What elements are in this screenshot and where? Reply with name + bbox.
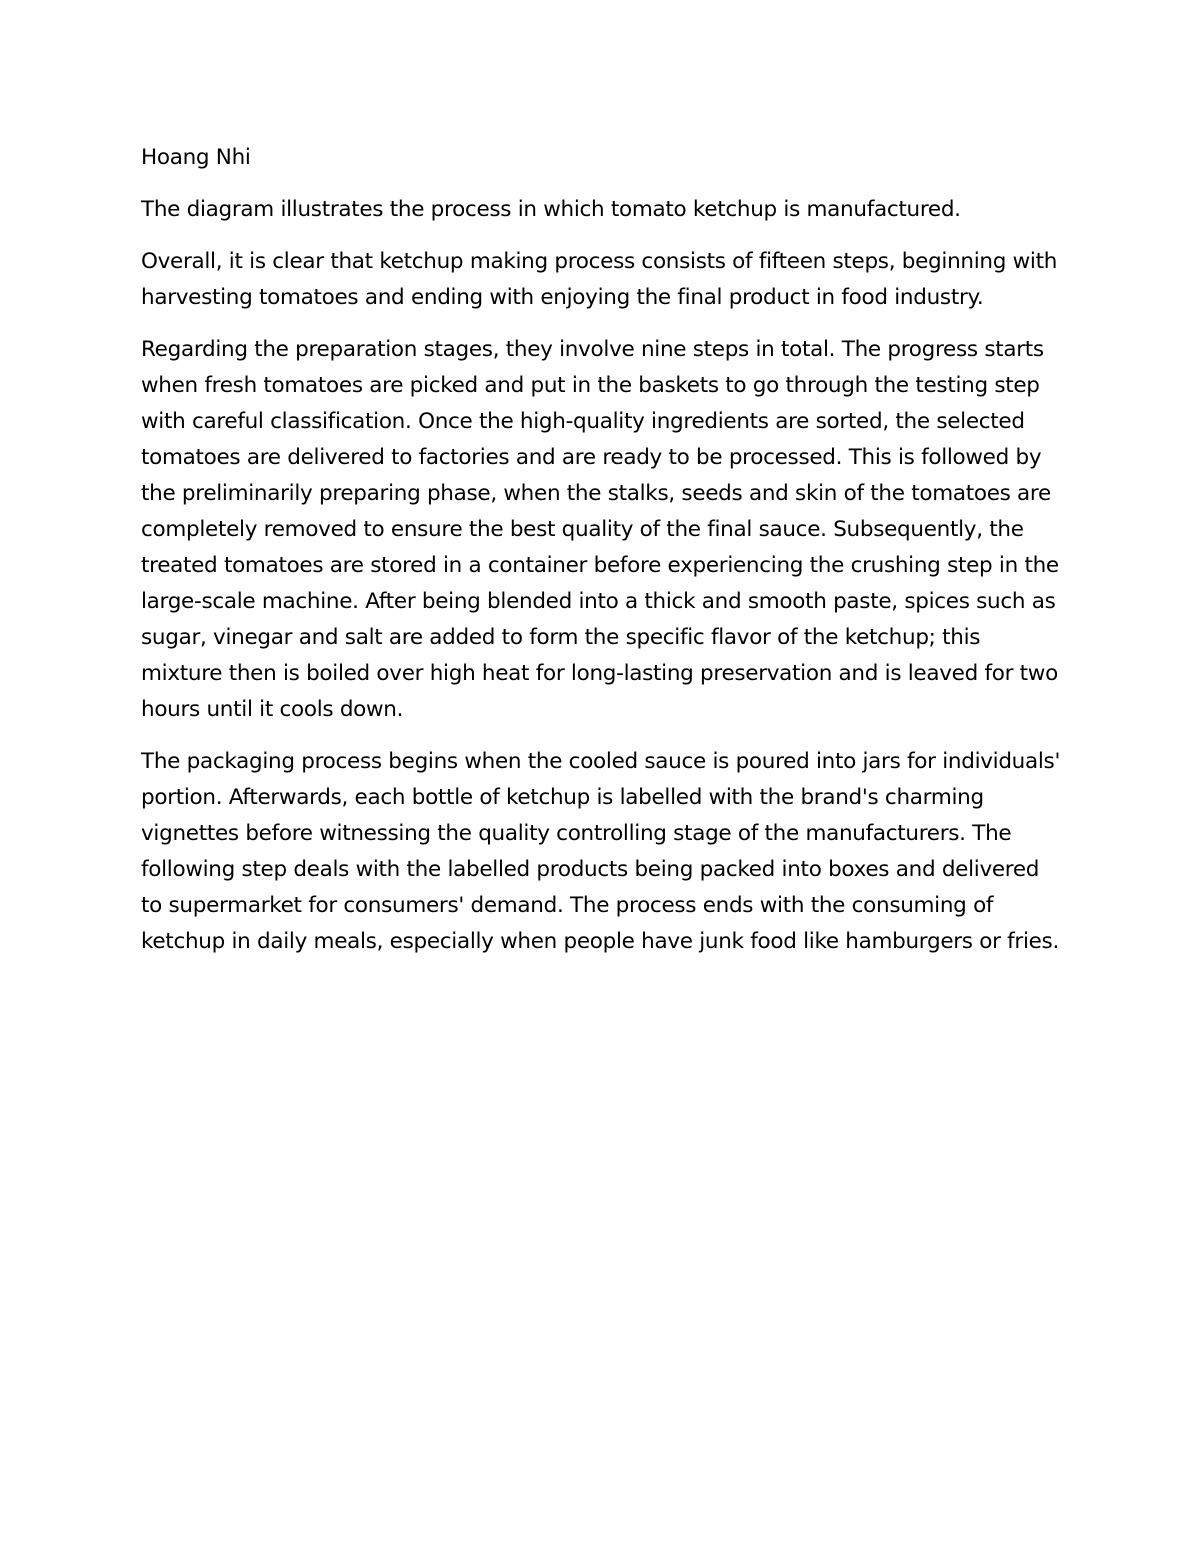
paragraph-intro: The diagram illustrates the process in which tomato ketchup is manufactured.: [141, 197, 961, 222]
author-name: Hoang Nhi: [141, 145, 251, 170]
document-body: [141, 140, 1061, 976]
paragraph-preparation: Regarding the preparation stages, they involve nine steps in total. The progress starts when fresh tomatoes are picked and put in the baskets to go through the testing step with careful classification. Once the high-quality ingredients are sorted, the selected tomatoes are delivered to factories and are ready to be processed. This is followed by the preliminarily preparing phase, when the stalks, seeds and skin of the tomatoes are completely removed to ensure the best quality of the final sauce. Subsequently, the treated tomatoes are stored in a container before experiencing the crushing step in the large-scale machine. After being blended into a thick and smooth paste, spices such as sugar, vinegar and salt are added to form the specific flavor of the ketchup; this mixture then is boiled over high heat for long-lasting preservation and is leaved for two hours until it cools down.: [141, 337, 1059, 722]
paragraph-overview: Overall, it is clear that ketchup making process consists of fifteen steps, beginning with harvesting tomatoes and ending with enjoying the final product in food industry.: [141, 249, 1058, 310]
paragraph-packaging: The packaging process begins when the cooled sauce is poured into jars for individuals' portion. Afterwards, each bottle of ketchup is labelled with the brand's charming vignettes before witnessing the quality controlling stage of the manufacturers. The following step deals with the labelled products being packed into boxes and delivered to supermarket for consumers' demand. The process ends with the consuming of ketchup in daily meals, especially when people have junk food like hamburgers or fries.: [141, 749, 1061, 954]
